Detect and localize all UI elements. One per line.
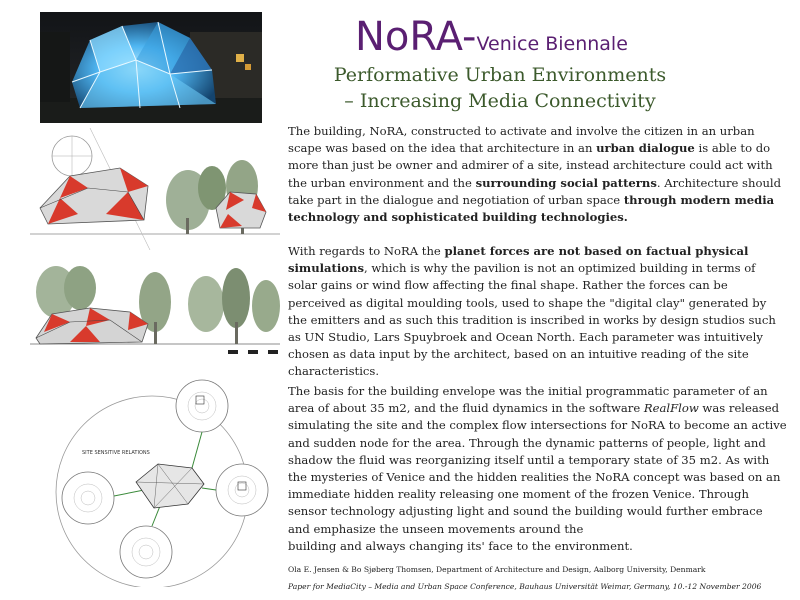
p1-bold-2: surrounding social patterns: [475, 175, 657, 190]
author-credit: Ola E. Jensen & Bo Sjøberg Thomsen, Department of Architecture and Design, Aalborg University, Denmark: [288, 565, 706, 574]
paragraph-1: [288, 123, 788, 226]
elevation-drawing-top: [30, 128, 280, 250]
p1-bold-3: through modern media technology and sophisticated building technologies.: [288, 192, 775, 225]
p3-text-1: The basis for the building envelope was the initial programmatic parameter of an area of about 35 m2, and the fluid dynamics in the software: [288, 384, 768, 416]
p3-text-3: building and always changing its' face to the environment.: [288, 538, 633, 553]
p2-text-1: With regards to NoRA the: [288, 244, 445, 258]
paragraph-2: [288, 243, 788, 381]
subtitle-line-2: – Increasing Media Connectivity: [344, 90, 656, 112]
p2-bold-1: planet forces are not based on factual physical simulations: [288, 244, 749, 276]
conference-credit: Paper for MediaCity – Media and Urban Space Conference, Bauhaus Universität Weimar, Germany, 10.-12 November 2006: [288, 582, 762, 591]
p1-text-2: is able to do more than just be owner and admirer of a site, instead architecture could act with the urban environment and the: [288, 141, 773, 190]
p2-text-2: , which is why the pavilion is not an optimized building in terms of solar gains or wind flow affecting the final shape. Rather the forces can be perceived as digital moulding tools, used to shape the "digital clay" generated by the emitters and as such this tradition is inscribed in works by design studios such as UN Studio, Lars Spuybroek and Ocean North. Each parameter was intuitively chosen as data input by the architect, based on an intuitive reading of the site characteristics.: [288, 261, 776, 379]
site-relations-diagram: [52, 372, 272, 587]
p1-bold-1: urban dialogue: [596, 141, 695, 156]
poster-title: [355, 14, 795, 60]
p3-text-2: was released simulating the site and the complex flow intersections for NoRA to become an active and sudden node for the area. Through the dynamic patterns of people, light and shadow the fluid was reorganizing itself until a temporary state of 35 m2. As with the mysteries of Venice and the hidden realities the NoRA concept was based on an immediate hidden reality releasing one moment of the frozen Venice. Through sensor technology adjusting light and sound the building would further embrace and emphasize the unseen movements around the: [288, 401, 787, 536]
subtitle-line-1: Performative Urban Environments: [333, 64, 667, 86]
paragraph-3: [288, 383, 788, 555]
pavilion-night-photo: [40, 12, 262, 123]
p1-text-3: . Architecture should take part in the dialogue and negotiation of urban space: [288, 175, 782, 207]
p3-italic-1: RealFlow: [643, 401, 699, 416]
elevation-drawing-middle: [30, 262, 280, 364]
title-main: NoRA-: [355, 14, 477, 60]
site-relations-label: SITE SENSITIVE RELATIONS: [82, 450, 150, 456]
p1-text-1: The building, NoRA, constructed to activate and involve the citizen in an urban scape was based on the idea that architecture in an: [288, 124, 755, 156]
title-suffix: Venice Biennale: [476, 33, 628, 55]
